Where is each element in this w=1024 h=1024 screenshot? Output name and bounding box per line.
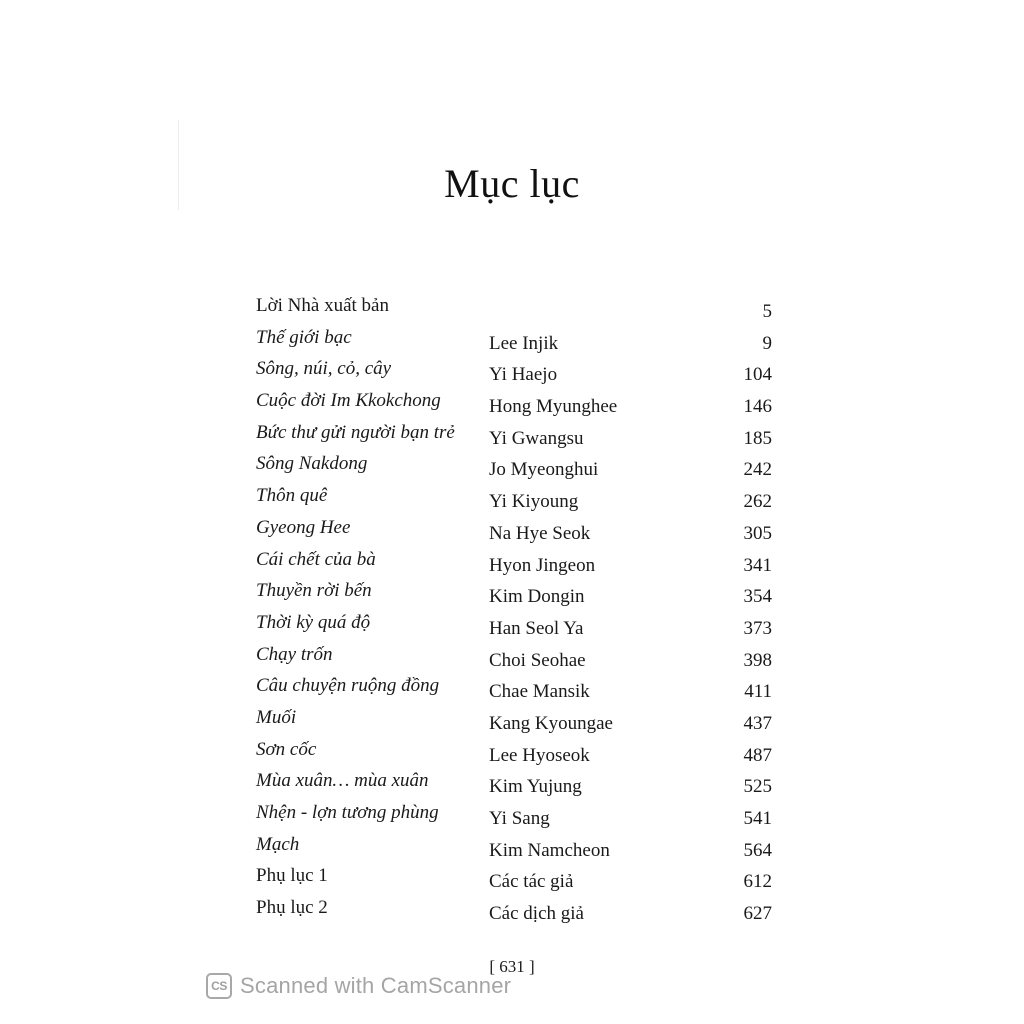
toc-page-number: 612 — [743, 871, 772, 893]
toc-row — [256, 387, 776, 419]
toc-work-title: Cái chết của bà — [256, 548, 376, 570]
toc-author: Kim Namcheon — [489, 839, 610, 861]
toc-work-title: Thuyền rời bến — [256, 580, 372, 602]
toc-author: Các tác giả — [489, 871, 574, 893]
toc-work-title: Sông, núi, cỏ, cây — [256, 358, 392, 380]
toc-page-number: 487 — [743, 744, 772, 766]
toc-work-title: Thời kỳ quá độ — [256, 611, 371, 633]
camscanner-watermark — [206, 970, 511, 1002]
toc-author: Yi Kiyoung — [489, 491, 579, 513]
toc-work-title: Phụ lục 1 — [256, 865, 328, 887]
toc-work-title: Chạy trốn — [256, 643, 333, 665]
toc-row — [256, 736, 776, 768]
toc-author: Kim Yujung — [489, 776, 582, 798]
toc-work-title: Sông Nakdong — [256, 453, 368, 475]
toc-row — [256, 419, 776, 451]
toc-author: Lee Hyoseok — [489, 744, 590, 766]
toc-row — [256, 894, 776, 926]
toc-row — [256, 577, 776, 609]
toc-work-title: Lời Nhà xuất bản — [256, 295, 389, 316]
toc-row — [256, 450, 776, 482]
toc-work-title: Phụ lục 2 — [256, 897, 328, 919]
toc-author: Kim Dongin — [489, 586, 585, 608]
toc-author: Hyon Jingeon — [489, 554, 596, 576]
toc-page-number: 305 — [743, 522, 772, 544]
toc-page-number: 9 — [762, 332, 772, 354]
toc-row — [256, 799, 776, 831]
toc-page-number: 5 — [762, 301, 772, 322]
toc-row — [256, 355, 776, 387]
toc-page-number: 354 — [743, 586, 772, 608]
toc-row — [256, 482, 776, 514]
toc-page-number: 185 — [743, 427, 772, 449]
toc-page-number: 373 — [743, 617, 772, 639]
toc-page-number: 541 — [743, 808, 772, 829]
toc-page-number: 146 — [743, 396, 772, 418]
toc-author: Yi Sang — [489, 808, 550, 829]
toc-page-number: 242 — [743, 459, 772, 481]
toc-work-title: Câu chuyện ruộng đồng — [256, 675, 440, 697]
toc-page-number: 437 — [743, 712, 772, 734]
toc-work-title: Gyeong Hee — [256, 516, 351, 538]
table-of-contents — [256, 292, 776, 926]
toc-author: Lee Injik — [489, 332, 559, 354]
toc-author: Yi Gwangsu — [489, 427, 584, 449]
toc-author: Kang Kyoungae — [489, 712, 613, 734]
toc-author: Han Seol Ya — [489, 617, 584, 639]
toc-work-title: Thôn quê — [256, 485, 328, 507]
toc-row — [256, 609, 776, 641]
toc-work-title: Muối — [256, 706, 297, 728]
toc-work-title: Mùa xuân… mùa xuân — [256, 770, 429, 792]
toc-author: Yi Haejo — [489, 364, 558, 386]
toc-row — [256, 767, 776, 799]
toc-page-number: 104 — [743, 364, 772, 386]
camscanner-logo-icon: CS — [206, 973, 232, 999]
toc-row — [256, 641, 776, 673]
toc-author: Các dịch giả — [489, 903, 584, 925]
toc-author: Hong Myunghee — [489, 396, 618, 418]
toc-work-title: Nhện - lợn tương phùng — [256, 802, 439, 823]
toc-row — [256, 514, 776, 546]
toc-row — [256, 862, 776, 894]
toc-row — [256, 831, 776, 863]
toc-row — [256, 704, 776, 736]
toc-row — [256, 672, 776, 704]
toc-row — [256, 324, 776, 356]
toc-page-number: 398 — [743, 649, 772, 671]
toc-page-number: 525 — [743, 776, 772, 798]
toc-work-title: Cuộc đời Im Kkokchong — [256, 390, 441, 412]
toc-page-number: 564 — [743, 839, 772, 861]
toc-author: Na Hye Seok — [489, 522, 591, 544]
toc-author: Chae Mansik — [489, 681, 590, 703]
toc-work-title: Bức thư gửi người bạn trẻ — [256, 421, 455, 443]
toc-work-title: Mạch — [256, 833, 300, 855]
toc-row — [256, 292, 776, 324]
toc-page-number: 411 — [744, 681, 772, 703]
toc-page-number: 341 — [743, 554, 772, 576]
toc-author: Choi Seohae — [489, 649, 586, 671]
toc-author: Jo Myeonghui — [489, 459, 599, 481]
page-number: [ 631 ] — [489, 957, 535, 976]
watermark-text: Scanned with CamScanner — [240, 973, 512, 998]
toc-work-title: Sơn cốc — [256, 738, 317, 760]
toc-page-number: 627 — [743, 903, 772, 925]
toc-page-number: 262 — [743, 491, 772, 513]
toc-row — [256, 546, 776, 578]
toc-work-title: Thế giới bạc — [256, 326, 352, 348]
page-title: Mục lục — [444, 161, 580, 206]
